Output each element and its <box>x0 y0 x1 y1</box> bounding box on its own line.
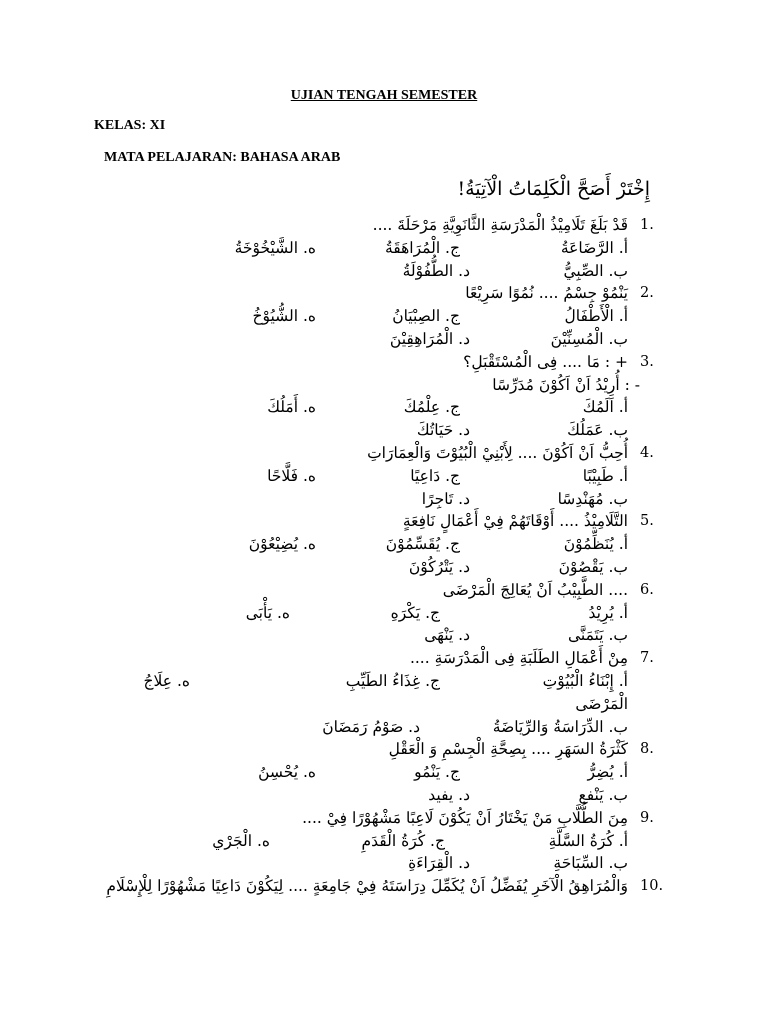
option-c: ج. يُقَسِّمُوْنَ <box>385 535 460 554</box>
option-b: ب. عَمَلُكَ <box>567 421 628 440</box>
option-a: أ. يُضِرُّ <box>587 763 628 782</box>
option-a: أ. كُرَةُ السَّلَّةِ <box>548 831 628 850</box>
option-d: د. حَيَاتُكَ <box>416 421 470 440</box>
option-e: ه. الشَّيْخُوْخَةُ <box>234 238 316 257</box>
class-label: KELAS: XI <box>94 118 166 133</box>
question-number: 5. <box>640 513 654 530</box>
option-e: ه. الشُّيُوْخُ <box>252 307 316 326</box>
question-list <box>90 214 670 921</box>
question-number: 2. <box>640 285 654 302</box>
question-6 <box>90 579 670 602</box>
option-e: ه. يَأْبَى <box>245 603 290 622</box>
option-row <box>90 602 670 625</box>
option-a: أ. الرَّضَاعَةُ <box>560 238 628 257</box>
option-b: ب. الْمُسِنِّيْنَ <box>550 329 628 348</box>
question-1 <box>90 214 670 237</box>
option-row <box>90 396 670 419</box>
question-number: 10. <box>640 878 664 895</box>
option-row <box>90 488 670 511</box>
page-title: UJIAN TENGAH SEMESTER <box>290 88 478 103</box>
option-d: د. الْمُرَاهِقِيْنَ <box>389 329 470 348</box>
question-number: 9. <box>640 809 654 826</box>
option-row <box>90 716 670 739</box>
option-a: أ. طَبِيْبًا <box>582 466 628 485</box>
option-row <box>90 624 670 647</box>
question-3 <box>90 351 670 374</box>
option-c: ج. دَاعِيًا <box>410 466 460 485</box>
option-d: د. الْقِرَاءَةِ <box>408 854 470 873</box>
question-number: 6. <box>640 581 654 598</box>
instruction: إِخْتَرْ أَصَحَّ الْكَلِمَاتُ الْآتِيَةُ! <box>457 178 650 200</box>
option-b: ب. مُهَنْدِسًا <box>557 489 628 508</box>
dialog-line <box>90 374 670 397</box>
option-a-continued: الْمَرْضَى <box>575 694 628 713</box>
question-stem: التَّلَامِيْذُ .... أَوْقَاتَهُمْ فِيْ أَعْمَالٍ نَافِعَةٍ <box>402 512 628 531</box>
question-stem-reply: - : أُرِيْدُ اَنْ اَكُوْنَ مُدَرِّسًا <box>492 375 640 394</box>
question-stem: قَدْ بَلَغَ تَلَامِيْذُ الْمَدْرَسَةِ الثَّانَوِيَّةِ مَرْحَلَةَ .... <box>372 216 628 234</box>
option-c: ج. كُرَةُ الْقَدَمِ <box>361 831 445 850</box>
option-d: د. يَنْهَى <box>424 626 470 645</box>
option-a: أ. الْأَطْفَالُ <box>564 307 628 326</box>
question-stem: + : مَا .... فِى الْمُسْتَقْبَلِ؟ <box>463 352 628 371</box>
question-stem: مِنَ الطُّلَّابِ مَنْ يَخْتَارُ اَنْ يَكُوْنَ لَاعِبًا مَشْهُوْرًا فِيْ .... <box>302 808 628 827</box>
option-d: د. الطُّفُوْلَةُ <box>402 261 470 280</box>
option-c: ج. يَكْرَهِ <box>390 603 440 622</box>
option-row <box>90 465 670 488</box>
option-a: أ. يُرِيْدُ <box>588 603 628 622</box>
option-row <box>90 852 670 875</box>
question-stem: .... الطَّبِيْبُ اَنْ يُعَالِجَ الْمَرْضَى <box>442 580 628 599</box>
option-d: د. تَاجِرًا <box>421 489 470 508</box>
option-row <box>90 260 670 283</box>
option-row <box>90 784 670 807</box>
option-row <box>90 830 670 853</box>
option-b: ب. الدِّرَاسَةُ وَالرِّيَاضَةُ <box>492 717 628 736</box>
option-c: ج. يَنْمُو <box>414 763 460 782</box>
option-row <box>90 670 670 693</box>
option-e: ه. يُضِيْعُوْنَ <box>248 535 316 554</box>
question-7 <box>90 647 670 670</box>
subject-label: MATA PELAJARAN: BAHASA ARAB <box>104 150 341 165</box>
question-8 <box>90 738 670 761</box>
question-2 <box>90 282 670 305</box>
option-e: ه. فَلَّاحًا <box>267 466 316 485</box>
option-row <box>90 419 670 442</box>
question-number: 7. <box>640 650 654 667</box>
option-d: د. يَتْرُكُوْنَ <box>408 557 470 576</box>
question-5 <box>90 510 670 533</box>
option-e: ه. يُحْسِنُ <box>258 763 316 782</box>
option-c: ج. غِذَاءُ الطَيِّبِ <box>345 671 440 690</box>
question-stem: مِنْ أَعْمَالِ الطَلَبَةِ فِى الْمَدْرَسَةِ .... <box>409 649 628 668</box>
option-row-continued <box>90 693 670 716</box>
option-e: ه. الْجَرْي <box>212 831 270 850</box>
option-e: ه. عِلَاجُ <box>143 671 190 690</box>
option-b: ب. يَتَمَنَّى <box>568 626 628 645</box>
option-row <box>90 533 670 556</box>
question-number: 4. <box>640 444 654 461</box>
question-stem: كَثْرَةُ السَهَرِ .... بِصِحَّةِ الْجِسْمِ وَ الْعَقْلِ <box>388 740 628 759</box>
question-9 <box>90 807 670 830</box>
option-b: ب. الصِّبِيُّ <box>563 261 628 280</box>
option-row <box>90 328 670 351</box>
option-a: أ. يُنَظِّمُوْنَ <box>563 535 628 554</box>
option-a: أ. اَلَمُكَ <box>582 398 628 417</box>
option-b: ب. يَنْفع <box>578 785 628 804</box>
question-stem: أُحِبُّ اَنْ اَكُوْنَ .... لِأَبْنِيْ الْبُيُوْتَ وَالْعِمَارَاتِ <box>367 443 628 462</box>
option-row <box>90 237 670 260</box>
option-row <box>90 556 670 579</box>
option-c: ج. عِلْمُكَ <box>403 398 460 417</box>
option-b: ب. السِّبَاحَةِ <box>553 854 628 873</box>
option-d: د. يفيد <box>428 785 470 804</box>
option-row <box>90 761 670 784</box>
question-stem: وَالْمُرَاهِقُ الْآخَرِ يُفَضِّلُ اَنْ يُكَمِّلَ دِرَاسَتَهُ فِيْ جَامِعَةٍ .... لِيَكُوْنَ دَاعِيًا مَشْهُوْرًا لِلْإِسْلَامِ <box>106 877 628 896</box>
question-number: 8. <box>640 741 654 758</box>
question-stem: يَنْمُوْ جِسْمُ .... نُمُوًا سَرِيْعًا <box>465 284 628 303</box>
option-c: ج. الْمُرَاهَقَةُ <box>384 238 460 257</box>
question-number: 3. <box>640 353 654 370</box>
option-e: ه. أَمَلُكَ <box>267 398 316 417</box>
option-c: ج. الصِبْيَانُ <box>392 307 460 326</box>
question-number: 1. <box>640 217 654 233</box>
option-a: أ. إِبْنَاءُ الْبُيُوْتِ <box>542 671 628 690</box>
question-10 <box>90 875 670 921</box>
question-4 <box>90 442 670 465</box>
option-d: د. صَوْمُ رَمَضَانَ <box>322 717 420 736</box>
option-b: ب. يَقْصُوْنَ <box>558 557 628 576</box>
option-row <box>90 305 670 328</box>
